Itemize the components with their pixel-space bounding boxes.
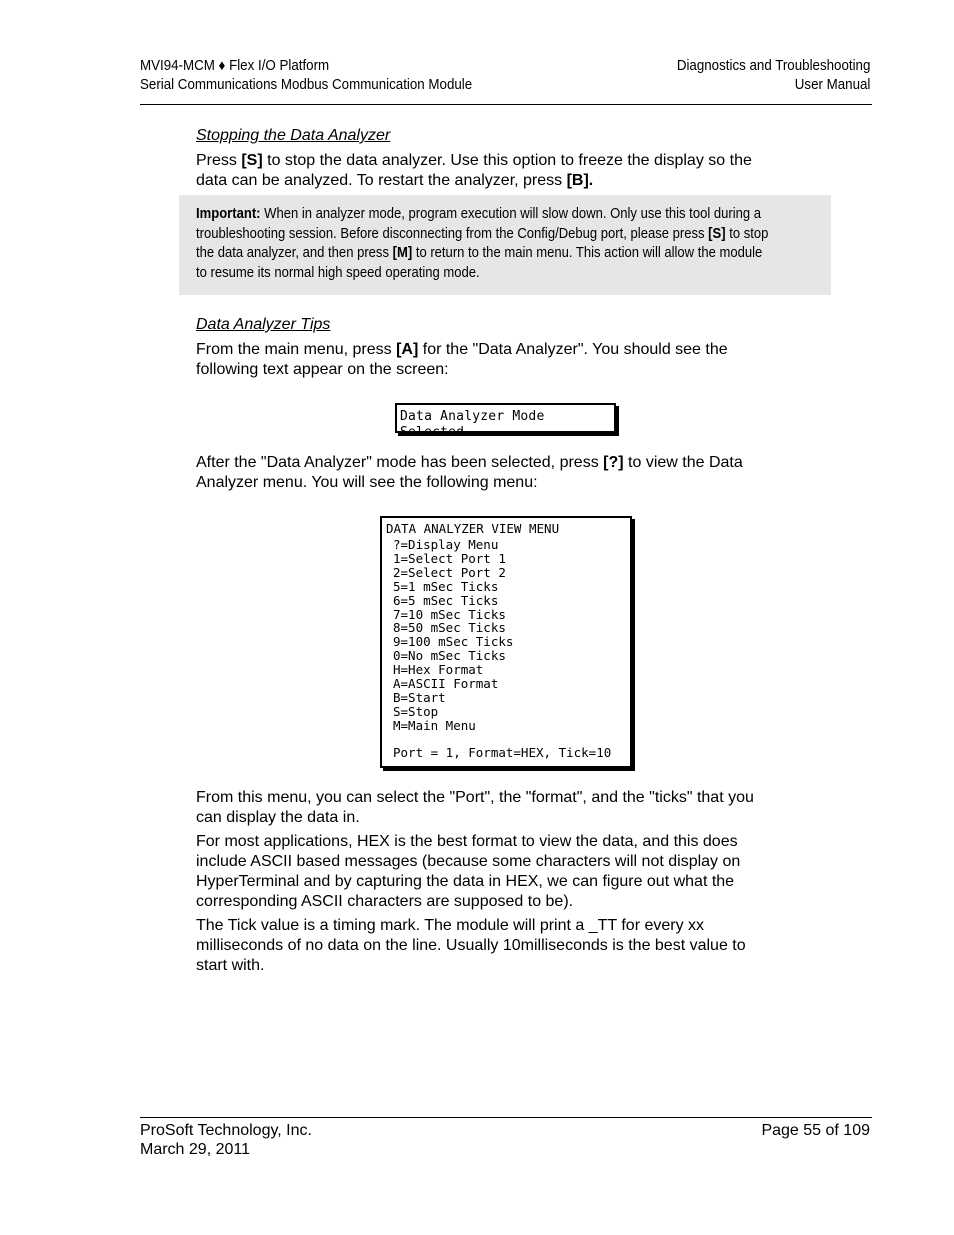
- important-note-box: [179, 195, 831, 295]
- text-run: can display the data in.: [196, 809, 360, 826]
- running-footer-right: [761, 1121, 870, 1140]
- paragraph: [196, 151, 816, 191]
- text-run: to resume its normal high speed operating mode.: [196, 264, 480, 281]
- menu-item: 0=No mSec Ticks: [393, 648, 506, 664]
- text-run: The Tick value is a timing mark. The module will print a _TT for every xx: [196, 917, 705, 934]
- note-label: Important:: [196, 206, 261, 222]
- text-run: include ASCII based messages (because some characters will not display on: [196, 853, 741, 870]
- text-run: From this menu, you can select the "Port", the "format", and the "ticks" that you: [196, 789, 754, 806]
- menu-item: 8=50 mSec Ticks: [393, 620, 506, 636]
- section-data-analyzer-tips: [196, 315, 816, 380]
- section-menu-explanation: [196, 788, 816, 976]
- menu-item: 6=5 mSec Ticks: [393, 592, 499, 608]
- terminal-text: Data Analyzer Mode Selected: [400, 409, 545, 440]
- key-label: [M]: [392, 245, 413, 261]
- text-run: For most applications, HEX is the best format to view the data, and this does: [196, 833, 738, 850]
- menu-item-list: [393, 538, 513, 733]
- text-run: data can be analyzed. To restart the analyzer, press: [196, 172, 567, 189]
- menu-item: 7=10 mSec Ticks: [393, 606, 506, 622]
- terminal-mode-selected-screenshot: [395, 403, 616, 440]
- text-run: When in analyzer mode, program execution will slow down. Only use this tool during a: [260, 206, 762, 222]
- menu-item: B=Start: [393, 689, 446, 705]
- paragraph: [196, 340, 816, 380]
- section-stopping-analyzer: [196, 126, 816, 191]
- footer-divider: [140, 1117, 872, 1118]
- text-run: After the "Data Analyzer" mode has been selected, press: [196, 454, 604, 471]
- menu-item: 5=1 mSec Ticks: [393, 578, 499, 594]
- key-label: [A]: [396, 341, 419, 358]
- key-label: [B].: [566, 172, 594, 189]
- section-heading: Data Analyzer Tips: [196, 316, 331, 333]
- terminal-analyzer-menu-screenshot: [380, 516, 632, 768]
- footer-date: March 29, 2011: [140, 1141, 250, 1158]
- menu-status-line: Port = 1, Format=HEX, Tick=10: [393, 745, 612, 760]
- menu-item: ?=Display Menu: [393, 537, 499, 552]
- text-run: to stop the data analyzer. Use this option to freeze the display so the: [262, 152, 752, 169]
- text-run: From the main menu, press: [196, 341, 397, 358]
- running-footer-left: [140, 1121, 312, 1159]
- menu-item: 9=100 mSec Ticks: [393, 634, 514, 650]
- text-run: milliseconds of no data on the line. Usually 10milliseconds is the best value to: [196, 937, 746, 954]
- key-label: [S]: [708, 225, 726, 242]
- page-number: Page 55 of 109: [761, 1122, 870, 1139]
- paragraph: [196, 788, 816, 828]
- text-run: corresponding ASCII characters are supposed to be).: [196, 893, 574, 910]
- text-run: to return to the main menu. This action will allow the module: [412, 245, 763, 261]
- key-label: [S]: [241, 152, 263, 169]
- important-note-text: [196, 205, 772, 283]
- text-run: to stop: [725, 225, 769, 242]
- key-label: [?]: [603, 454, 624, 471]
- header-product-line: MVI94-MCM ♦ Flex I/O Platform: [140, 58, 330, 74]
- running-header-left: [140, 57, 472, 95]
- header-doc-type: User Manual: [794, 77, 870, 93]
- text-run: for the "Data Analyzer". You should see the: [418, 341, 728, 358]
- menu-item: H=Hex Format: [393, 662, 484, 678]
- menu-item: 2=Select Port 2: [393, 564, 506, 580]
- section-menu-intro: [196, 453, 816, 493]
- running-header-right: [676, 57, 870, 95]
- text-run: HyperTerminal and by capturing the data in HEX, we can figure out what the: [196, 873, 735, 890]
- paragraph: [196, 832, 816, 912]
- text-run: troubleshooting session. Before disconnecting from the Config/Debug port, please press: [196, 225, 709, 242]
- menu-item: A=ASCII Format: [393, 676, 499, 692]
- text-run: start with.: [196, 957, 265, 974]
- paragraph: [196, 453, 816, 493]
- menu-item: S=Stop: [393, 703, 439, 719]
- header-chapter: Diagnostics and Troubleshooting: [676, 58, 870, 74]
- menu-item: M=Main Menu: [393, 717, 476, 733]
- text-run: Analyzer menu. You will see the following menu:: [196, 474, 538, 491]
- footer-company: ProSoft Technology, Inc.: [140, 1122, 312, 1139]
- header-divider: [140, 104, 872, 105]
- menu-title: DATA ANALYZER VIEW MENU: [386, 521, 560, 536]
- text-run: Press: [196, 152, 242, 169]
- text-run: the data analyzer, and then press: [196, 245, 393, 261]
- header-module-name: Serial Communications Modbus Communication Module: [140, 77, 473, 93]
- paragraph: [196, 916, 816, 976]
- text-run: following text appear on the screen:: [196, 361, 449, 378]
- section-heading: Stopping the Data Analyzer: [196, 127, 391, 144]
- menu-item: 1=Select Port 1: [393, 550, 506, 566]
- text-run: to view the Data: [623, 454, 743, 471]
